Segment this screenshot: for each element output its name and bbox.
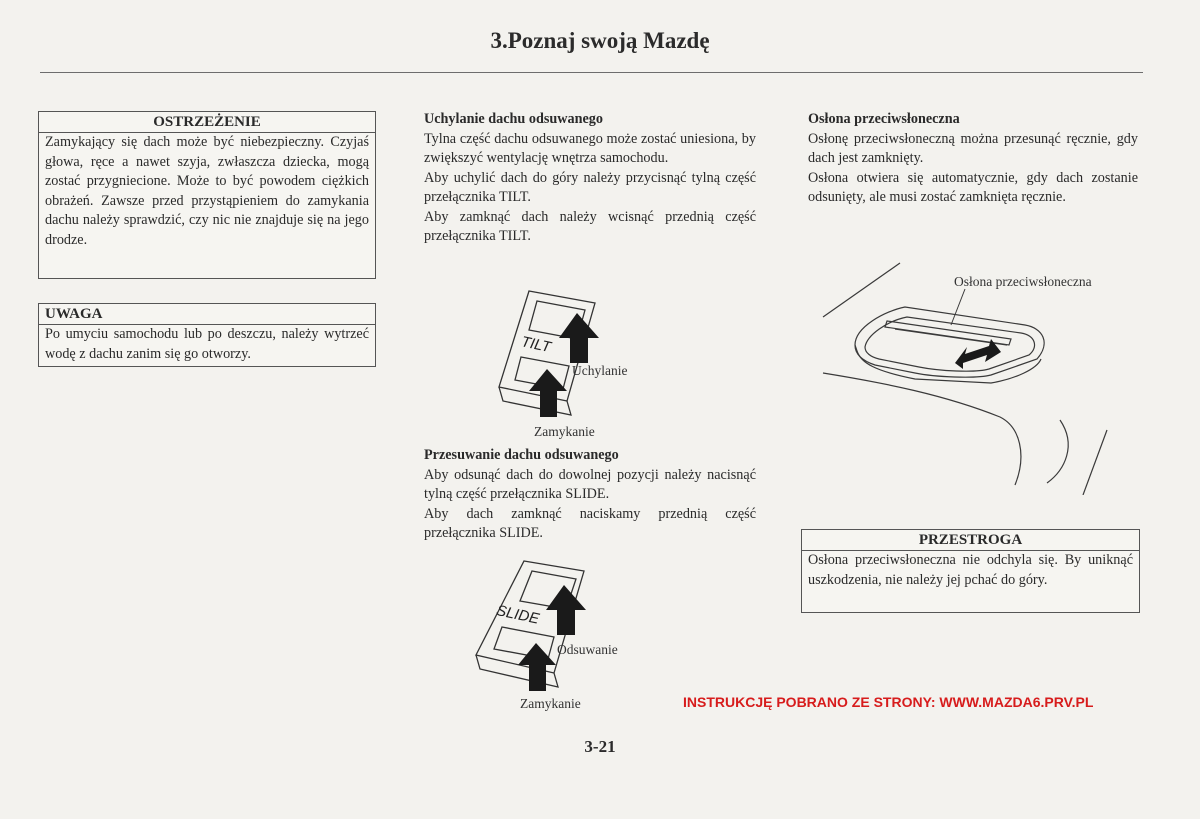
- sunshade-paragraph: Osłona otwiera się automatycznie, gdy dach zostanie odsunięty, ale musi zostać zamknięta ręcznie.: [808, 169, 1138, 205]
- tilt-section: [424, 110, 756, 247]
- slide-switch-text: SLIDE: [494, 602, 541, 628]
- label-leader-line: [951, 289, 965, 325]
- page-title: 3.Poznaj swoją Mazdę: [490, 28, 710, 53]
- close-arrow-icon: [529, 369, 567, 417]
- tilt-paragraph: Tylna część dachu odsuwanego może zostać uniesiona, by zwiększyć wentylację wnętrza samochodu.: [424, 130, 756, 166]
- slide-switch-figure: [468, 555, 628, 695]
- tilt-close-label: Zamykanie: [534, 424, 595, 439]
- slide-section: [424, 446, 756, 544]
- sunshade-figure-label: Osłona przeciwsłoneczna: [954, 274, 1092, 289]
- tilt-heading: Uchylanie dachu odsuwanego: [424, 111, 603, 127]
- warning-title: OSTRZEŻENIE: [39, 112, 375, 133]
- warning-box: [38, 111, 376, 279]
- page-number: 3-21: [584, 737, 616, 756]
- tilt-open-label: Uchylanie: [572, 363, 628, 378]
- slide-heading: Przesuwanie dachu odsuwanego: [424, 447, 619, 463]
- roof-outline: [823, 263, 1107, 495]
- open-arrow-icon: [559, 313, 599, 363]
- note-box: [38, 303, 376, 367]
- source-note: INSTRUKCJĘ POBRANO ZE STRONY: WWW.MAZDA6.PRV.PL: [683, 694, 1094, 710]
- note-title: UWAGA: [39, 304, 375, 325]
- sunshade-heading: Osłona przeciwsłoneczna: [808, 111, 960, 127]
- slide-close-label: Zamykanie: [520, 696, 581, 711]
- slide-paragraph: Aby dach zamknąć naciskamy przednią część przełącznika SLIDE.: [424, 505, 756, 541]
- tilt-switch-figure: [485, 283, 645, 423]
- caution-title: PRZESTROGA: [802, 530, 1139, 551]
- warning-text: Zamykający się dach może być niebezpieczny. Czyjaś głowa, ręce a nawet szyja, zwłaszcza dziecka, mogą zostać przygniecione. Może to być powodem ciężkich obrażeń. Zawsze przed przystąpieniem do zamykania dachu należy sprawdzić, czy nic nie znajduje się na jego drodze.: [45, 134, 369, 248]
- tilt-paragraph: Aby uchylić dach do góry należy przycisnąć tylną część przełącznika TILT.: [424, 169, 756, 205]
- caution-text: Osłona przeciwsłoneczna nie odchyla się. By uniknąć uszkodzenia, nie należy jej pchać do góry.: [808, 552, 1133, 588]
- sunshade-figure: [815, 255, 1145, 495]
- sunshade-section: [808, 110, 1138, 208]
- header-divider: [40, 72, 1143, 73]
- slide-paragraph: Aby odsunąć dach do dowolnej pozycji należy nacisnąć tylną część przełącznika SLIDE.: [424, 466, 756, 502]
- note-text: Po umyciu samochodu lub po deszczu, należy wytrzeć wodę z dachu zanim się go otworzy.: [45, 326, 369, 362]
- tilt-paragraph: Aby zamknąć dach należy wcisnąć przednią część przełącznika TILT.: [424, 208, 756, 244]
- slide-arrow-icon: [955, 339, 1001, 369]
- slide-open-label: Odsuwanie: [557, 642, 618, 657]
- tilt-switch-text: TILT: [519, 333, 553, 357]
- open-arrow-icon: [546, 585, 586, 635]
- caution-box: [801, 529, 1140, 613]
- sunshade-paragraph: Osłonę przeciwsłoneczną można przesunąć ręcznie, gdy dach jest zamknięty.: [808, 130, 1138, 166]
